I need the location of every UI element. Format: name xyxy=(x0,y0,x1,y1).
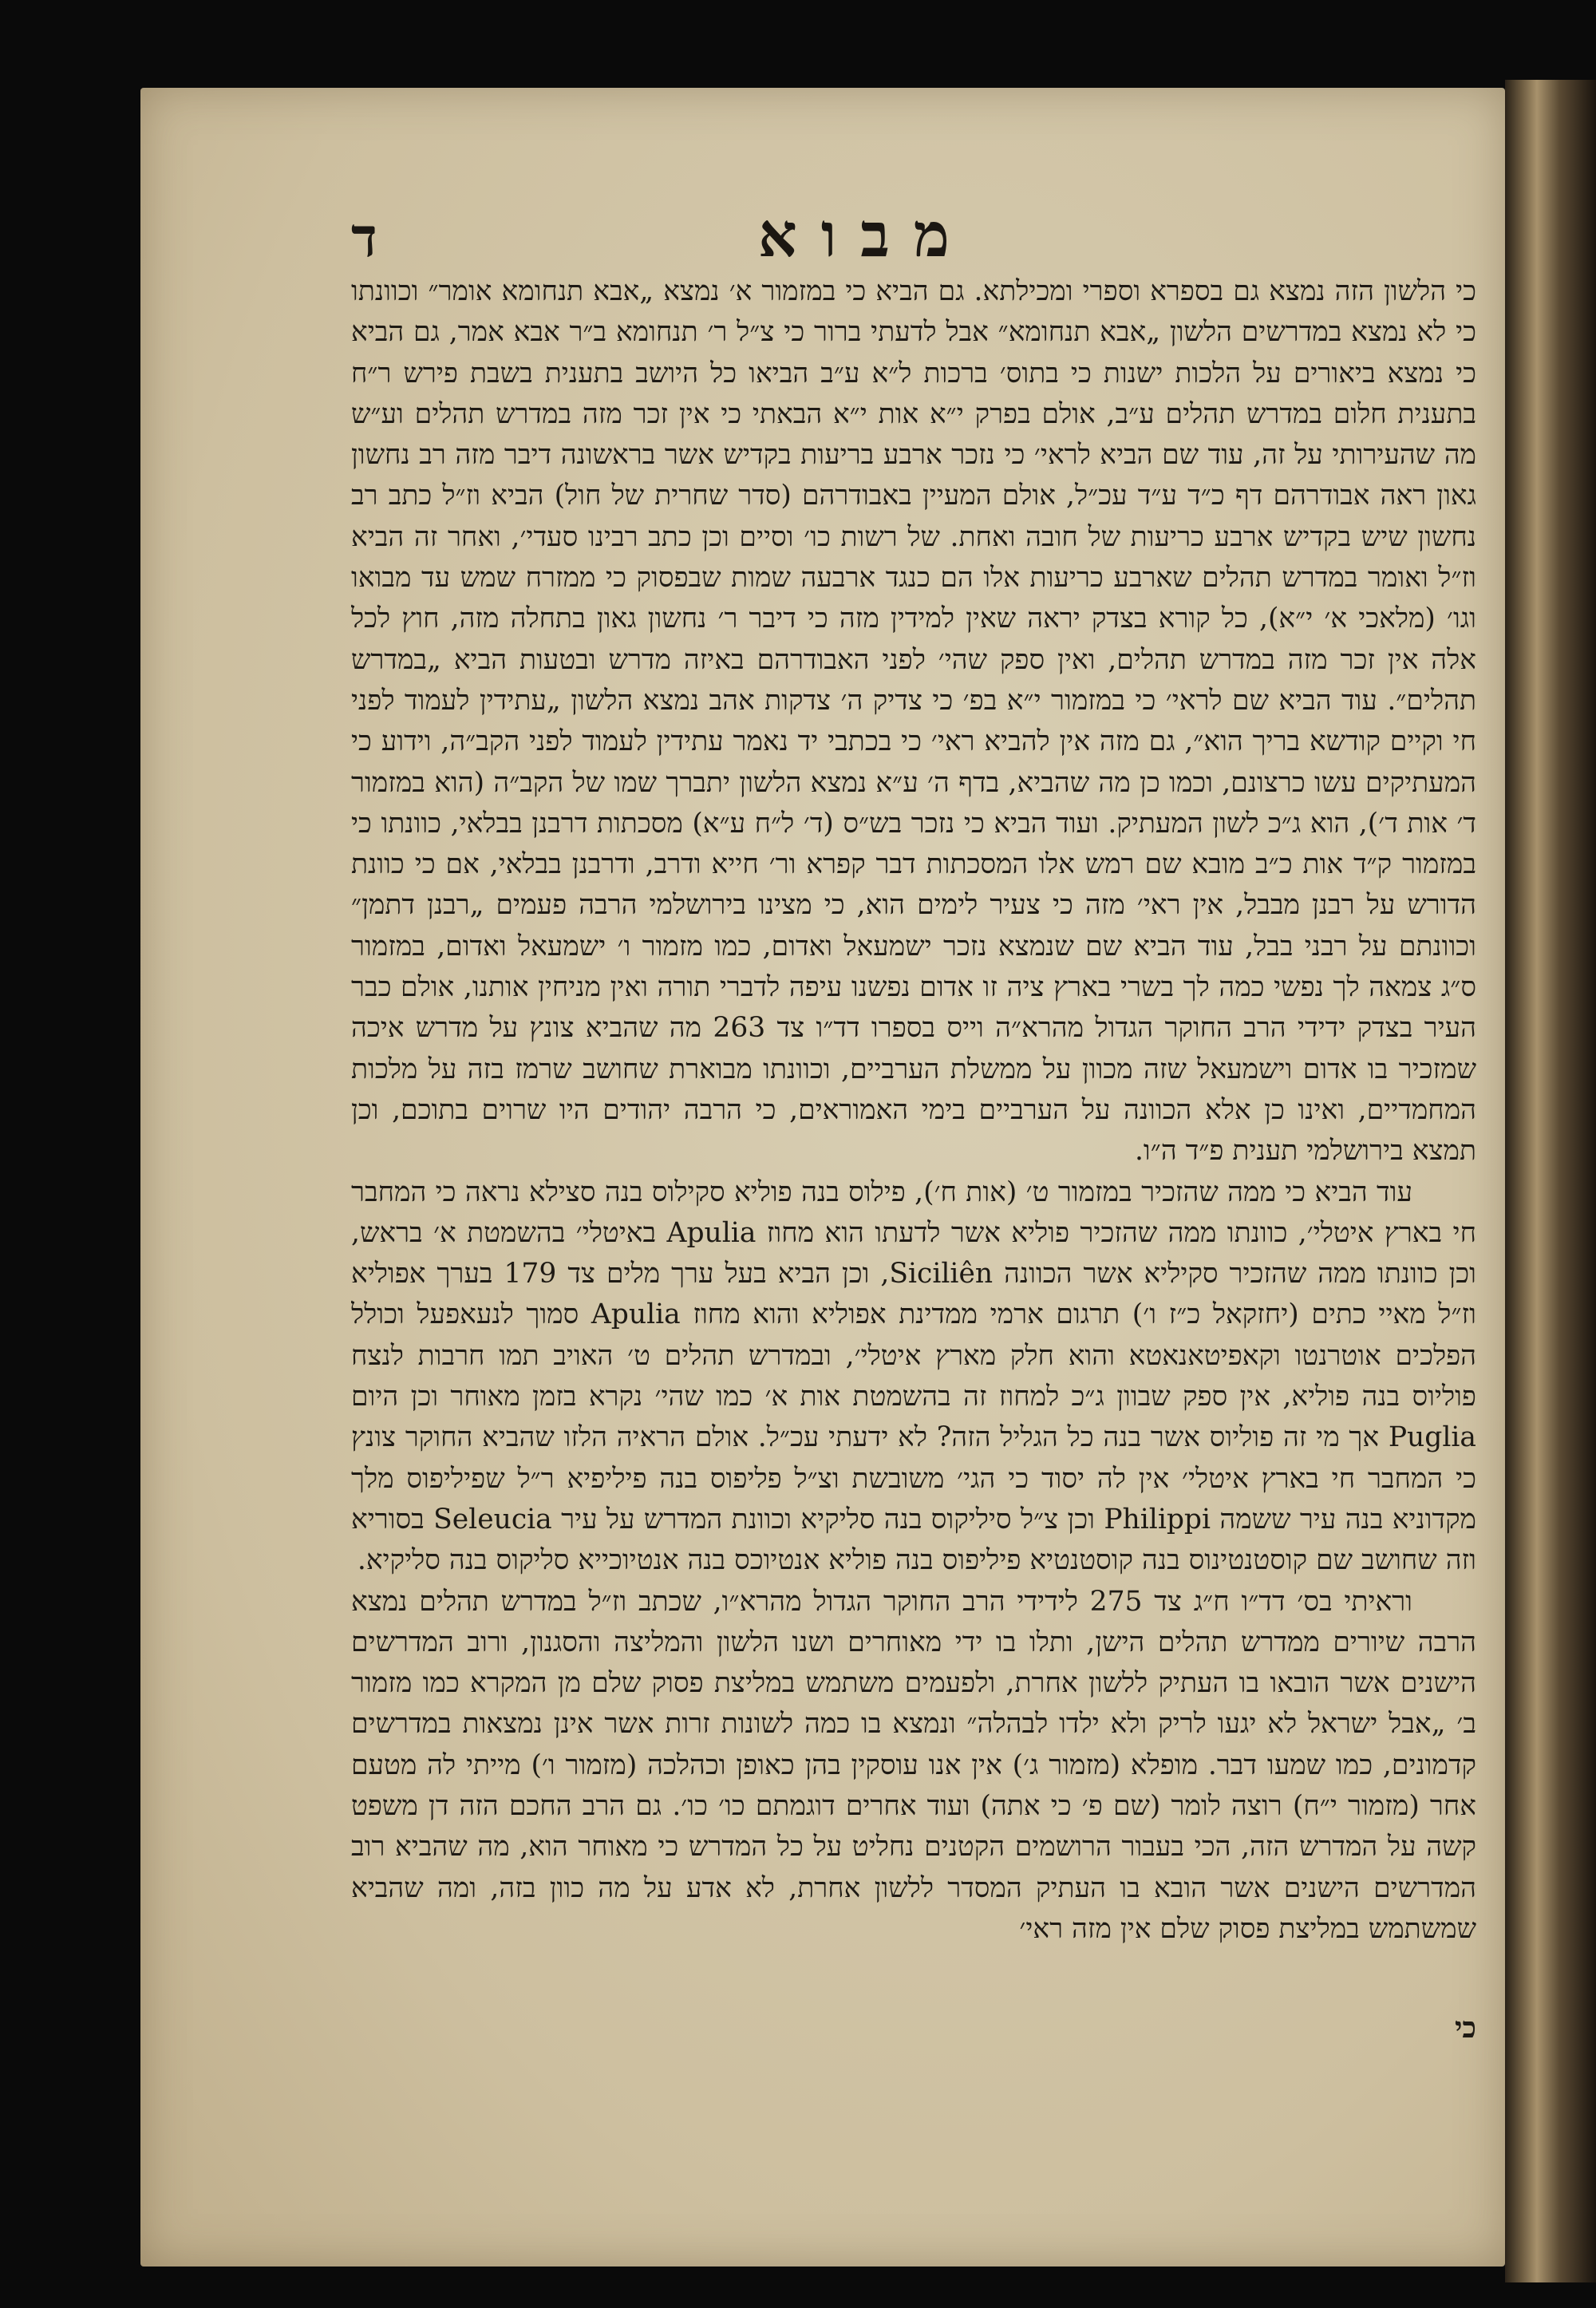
body-text xyxy=(351,271,1476,2171)
page-title: מבוא xyxy=(758,200,974,271)
paragraph-1: כי הלשון הזה נמצא גם בספרא וספרי ומכילתא. גם הביא כי במזמור א׳ נמצא „אבא תנחומא אומר״ וכוונתו כי לא נמצא במדרשים הלשון „אבא תנחומא״ אבל לדעתי ברור כי צ״ל ר׳ תנחומא ב״ר אבא אמר, גם הביא כי נמצא ביאורים על הלכות ישנות כי בתוס׳ ברכות ל״א ע״ב הביאו כל היושב בתענית בשבת פירש ר״ח בתענית חלום במדרש תהלים ע״ב, אולם בפרק י״א אות י״א הבאתי כי אין זכר מזה במדרש תהלים וע״ש מה שהעירותי על זה, עוד שם הביא לראי׳ כי נזכר ארבע בריעות בקדיש אשר בראשונה דיבר מזה רב נחשון גאון ראה אבודרהם דף כ״ד ע״ד עכ״ל, אולם המעיין באבודרהם (סדר שחרית של חול) הביא וז״ל כתב רב נחשון שיש בקדיש ארבע כריעות של חובה ואחת. של רשות כו׳ וסיים וכן כתב רבינו סעדי׳, ואחר זה הביא וז״ל ואומר במדרש תהלים שארבע כריעות אלו הם כנגד ארבעה שמות שבפסוק כי ממזרח שמש עד מבואו וגו׳ (מלאכי א׳ י״א), כל קורא בצדק יראה שאין למידין מזה כי דיבר ר׳ נחשון גאון בתחלה מזה, חוץ לכל אלה אין זכר מזה במדרש תהלים, ואין ספק שהי׳ לפני האבודרהם באיזה מדרש ובטעות הביא „במדרש תהלים״. עוד הביא שם לראי׳ כי במזמור י״א בפ׳ כי צדיק ה׳ צדקות אהב נמצא הלשון „עתידין לעמוד לפני חי וקיים קודשא בריך הוא״, גם מזה אין להביא ראי׳ כי בכתבי יד נאמר עתידין לעמוד לפני הקב״ה, וידוע כי המעתיקים עשו כרצונם, וכמו כן מה שהביא, בדף ה׳ ע״א נמצא הלשון יתברך שמו של הקב״ה (הוא במזמור ד׳ אות ד׳), הוא ג״כ לשון המעתיק. ועוד הביא כי נזכר בש״ס (ד׳ ל״ח ע״א) מסכתות דרבנן בבלאי, כוונתו כי במזמור ק״ד אות כ״ב מובא שם רמש אלו המסכתות דבר קפרא ור׳ חייא ודרב, ודרבנן בבלאי, אם כי כוונת הדורש על רבנן מבבל, אין ראי׳ מזה כי צעיר לימים הוא, כי מצינו בירושלמי הרבה פעמים „רבנן דתמן״ וכוונתם על רבני בבל, עוד הביא שם שנמצא נזכר ישמעאל ואדום, כמו מזמור ו׳ ישמעאל ואדום, במזמור ס״ג צמאה לך נפשי כמה לך בשרי בארץ ציה זו אדום נפשנו עיפה לדברי תורה ואין מניחין אותנו, אולם כבר העיר בצדק ידידי הרב החוקר הגדול מהרא״ה וייס בספרו דד״ו צד 263 מה שהביא צונץ על מדרש איכה שמזכיר בו אדום וישמעאל שזה מכוון על ממשלת הערביים, וכוונתו מבוארת שחושב שרמז בזה על מלכות המחמדיים, ואינו כן אלא הכוונה על הערביים בימי האמוראים, כי הרבה יהודים היו שרוים בתוכם, וכן תמצא בירושלמי תענית פ״ד ה״ו. xyxy=(351,275,1476,1168)
paragraph-3: וראיתי בס׳ דד״ו ח״ג צד 275 לידידי הרב החוקר הגדול מהרא״ו, שכתב וז״ל במדרש תהלים נמצא הרבה שיורים ממדרש תהלים הישן, ותלו בו ידי מאוחרים ושנו הלשון והמליצה והסגנון, ורוב המדרשים הישנים אשר הובאו בו העתיק ללשון אחרת, ולפעמים משתמש במליצת פסוק שלם מן המקרא כמו מזמור ב׳ „אבל ישראל לא יגעו לריק ולא ילדו לבהלה״ ונמצא בו כמה לשונות זרות אשר אינן נמצאות במדרשים קדמונים, כמו שמעו דבר. מופלא (מזמור ג׳) אין אנו עוסקין בהן כאופן וכהלכה (מזמור ו׳) מייתי לה מטעם אחר (מזמור י״ח) רוצה לומר (שם פ׳ כי אתה) ועוד אחרים דוגמתם כו׳ כו׳. גם הרב החכם הזה דן משפט קשה על המדרש הזה, הכי בעבור הרושמים הקטנים נחליט על כל המדרש כי מאוחר הוא, מה שהביא רוב המדרשים הישנים אשר הובא בו העתיק המסדר ללשון אחרת, לא אדע על מה כוון בזה, ומה שהביא שמשתמש במליצת פסוק שלם אין מזה ראי׳ xyxy=(351,1585,1476,1945)
catchword: כי xyxy=(1454,2011,1476,2045)
paragraph-2: עוד הביא כי ממה שהזכיר במזמור ט׳ (אות ח׳), פילוס בנה פוליא סקילוס בנה סצילא נראה כי המחבר חי בארץ איטלי׳, כוונתו ממה שהזכיר פוליא אשר לדעתו הוא מחוז Apulia באיטלי׳ בהשמטת א׳ בראש, וכן כוונתו ממה שהזכיר סקיליא אשר הכוונה Siciliên, וכן הביא בעל ערך מלים צד 179 בערך אפוליא וז״ל מאיי כתים (יחזקאל כ״ז ו׳) תרגום ארמי ממדינת אפוליא והוא מחוז Apulia סמוך לנעאפעל וכולל הפלכים אוטרנטו וקאפיטאנאטא והוא חלק מארץ איטלי׳, ובמדרש תהלים ט׳ האויב תמו חרבות לנצח פוליוס בנה פוליא, אין ספק שבוון ג״כ למחוז זה בהשמטת אות א׳ כמו שהי׳ נקרא בזמן מאוחר וכן היום Puglia אך מי זה פוליוס אשר בנה כל הגליל הזה? לא ידעתי עכ״ל. אולם הראיה הלזו שהביא החוקר צונץ כי המחבר חי בארץ איטלי׳ אין לה יסוד כי הגי׳ משובשת וצ״ל פליפוס בנה פיליפיא ר״ל שפיליפוס מלך מקדוניא בנה עיר ששמה Philippi וכן צ״ל סיליקוס בנה סליקיא וכוונת המדרש על עיר Seleucia בסוריא וזה שחושב שם קוסטנטינוס בנה קוסטנטיא פיליפוס בנה פוליא אנטיוכס בנה אנטיוכייא סליקוס בנה סליקיא. xyxy=(351,1176,1476,1577)
book-spine-edge xyxy=(1505,80,1596,2282)
page-letter-number: ד xyxy=(351,206,377,270)
